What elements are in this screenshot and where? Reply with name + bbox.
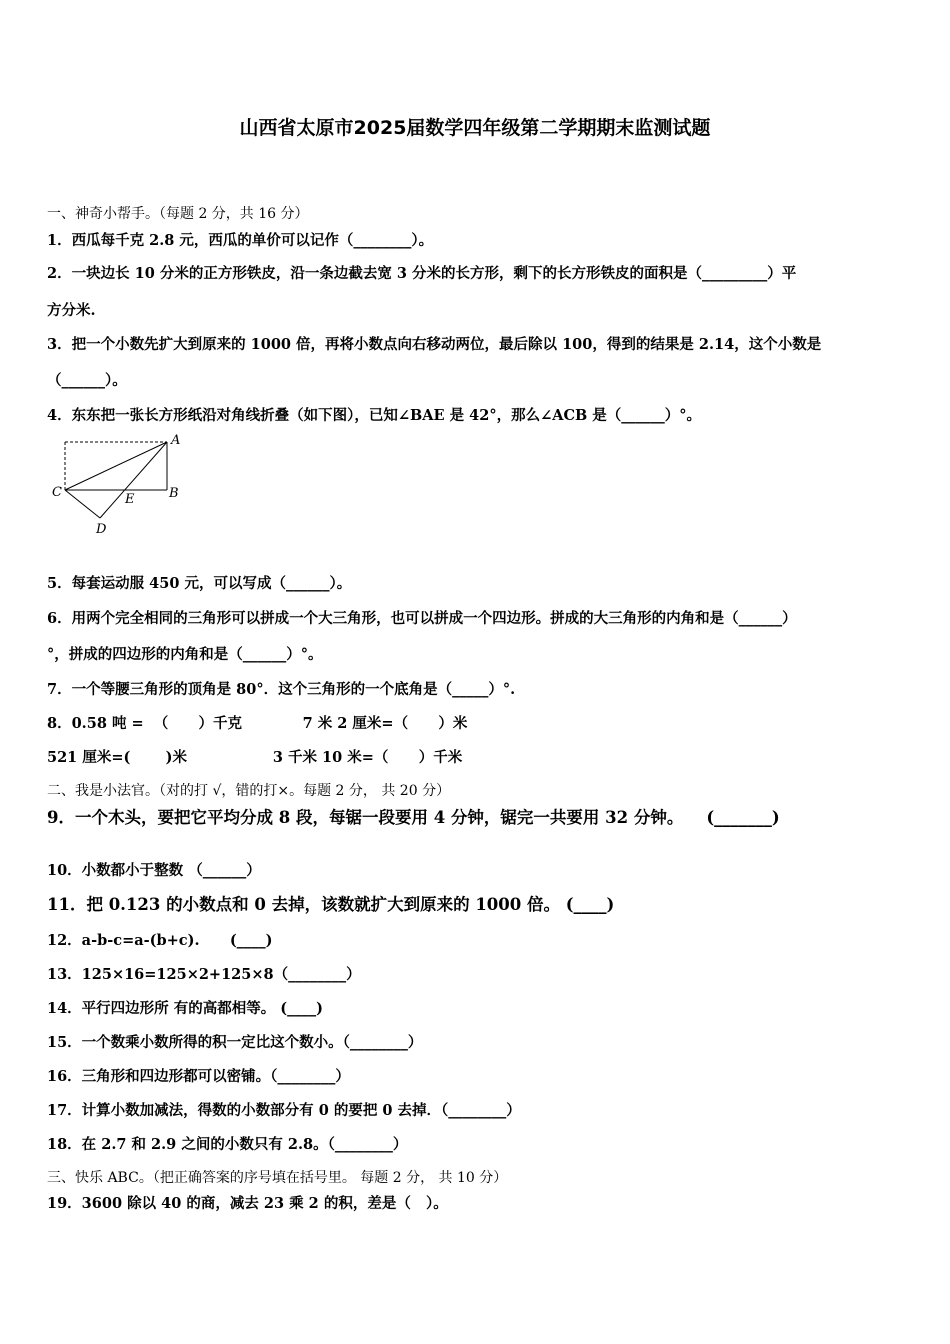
question-9 <box>47 804 780 828</box>
page-title: 山西省太原市2025届数学四年级第二学期期末监测试题 <box>239 117 711 139</box>
question-8-text-2: 521 厘米=( )米 3 千米 10 米=（ ）千米 <box>47 749 463 766</box>
question-10: 10．小数都小于整数 （______） <box>47 862 261 879</box>
question-6-line-2: °，拼成的四边形的内角和是（______）°。 <box>47 646 323 663</box>
label-b: B <box>169 486 179 501</box>
question-8-line-1 <box>47 712 467 733</box>
question-12 <box>47 929 273 950</box>
question-19 <box>47 1192 448 1213</box>
question-4: 4．东东把一张长方形纸沿对角线折叠（如下图），已知∠BAE 是 42°，那么∠ACB 是（______）°。 <box>47 407 702 424</box>
label-a: A <box>171 433 181 448</box>
question-7: 7．一个等腰三角形的顶角是 80°．这个三角形的一个底角是（_____）°. <box>47 681 516 698</box>
question-13: 13．125×16=125×2+125×8（________） <box>47 966 361 983</box>
question-2-line-1: 2．一块边长 10 分米的正方形铁皮，沿一条边截去宽 3 分米的长方形，剩下的长方形铁皮的面积是（_________）平 <box>47 265 797 282</box>
label-c: C <box>52 485 62 500</box>
section-heading-2: 二、我是小法官。（对的打 √，错的打×。每题 2 分， 共 20 分） <box>47 783 451 799</box>
question-8-text-1: 8．0.58 吨 = （ ）千克 7 米 2 厘米=（ ）米 <box>47 715 468 732</box>
question-3-line-2: （______）。 <box>47 372 127 389</box>
question-15: 15．一个数乘小数所得的积一定比这个数小。（________） <box>47 1034 423 1051</box>
folded-rectangle-figure <box>47 430 197 542</box>
label-d: D <box>96 522 107 537</box>
question-8-line-2 <box>47 746 462 767</box>
question-1: 1．西瓜每千克 2.8 元，西瓜的单价可以记作（________）。 <box>47 232 434 249</box>
question-19-text: 19．3600 除以 40 的商，减去 23 乘 2 的积，差是（ ）。 <box>47 1195 448 1212</box>
diagonal-ac <box>65 442 167 490</box>
label-e: E <box>125 492 135 507</box>
question-14: 14．平行四边形所 有的高都相等。 (____) <box>47 1000 323 1017</box>
question-9-text: 9．一个木头，要把它平均分成 8 段，每锯一段要用 4 分钟，锯完一共要用 32 分钟。 (_______) <box>47 808 780 827</box>
question-3-line-1: 3．把一个小数先扩大到原来的 1000 倍，再将小数点向右移动两位，最后除以 100，得到的结果是 2.14，这个小数是 <box>47 336 822 353</box>
question-11: 11．把 0.123 的小数点和 0 去掉，该数就扩大到原来的 1000 倍。 (____) <box>47 895 615 914</box>
question-17: 17．计算小数加减法，得数的小数部分有 0 的要把 0 去掉．（________） <box>47 1102 521 1119</box>
question-16: 16．三角形和四边形都可以密铺。（________） <box>47 1068 350 1085</box>
question-18: 18．在 2.7 和 2.9 之间的小数只有 2.8。（________） <box>47 1136 408 1153</box>
question-6-line-1: 6．用两个完全相同的三角形可以拼成一个大三角形，也可以拼成一个四边形。拼成的大三角形的内角和是（______） <box>47 610 797 627</box>
question-5: 5．每套运动服 450 元，可以写成（______）。 <box>47 575 352 592</box>
section-heading-3: 三、快乐 ABC。（把正确答案的序号填在括号里。 每题 2 分， 共 10 分） <box>47 1170 508 1186</box>
question-2-line-2: 方分米. <box>47 302 96 319</box>
edge-cd <box>65 490 100 518</box>
question-12-text: 12．a-b-c=a-(b+c). (____) <box>47 932 273 949</box>
section-heading-1: 一、神奇小帮手。（每题 2 分，共 16 分） <box>47 206 309 222</box>
